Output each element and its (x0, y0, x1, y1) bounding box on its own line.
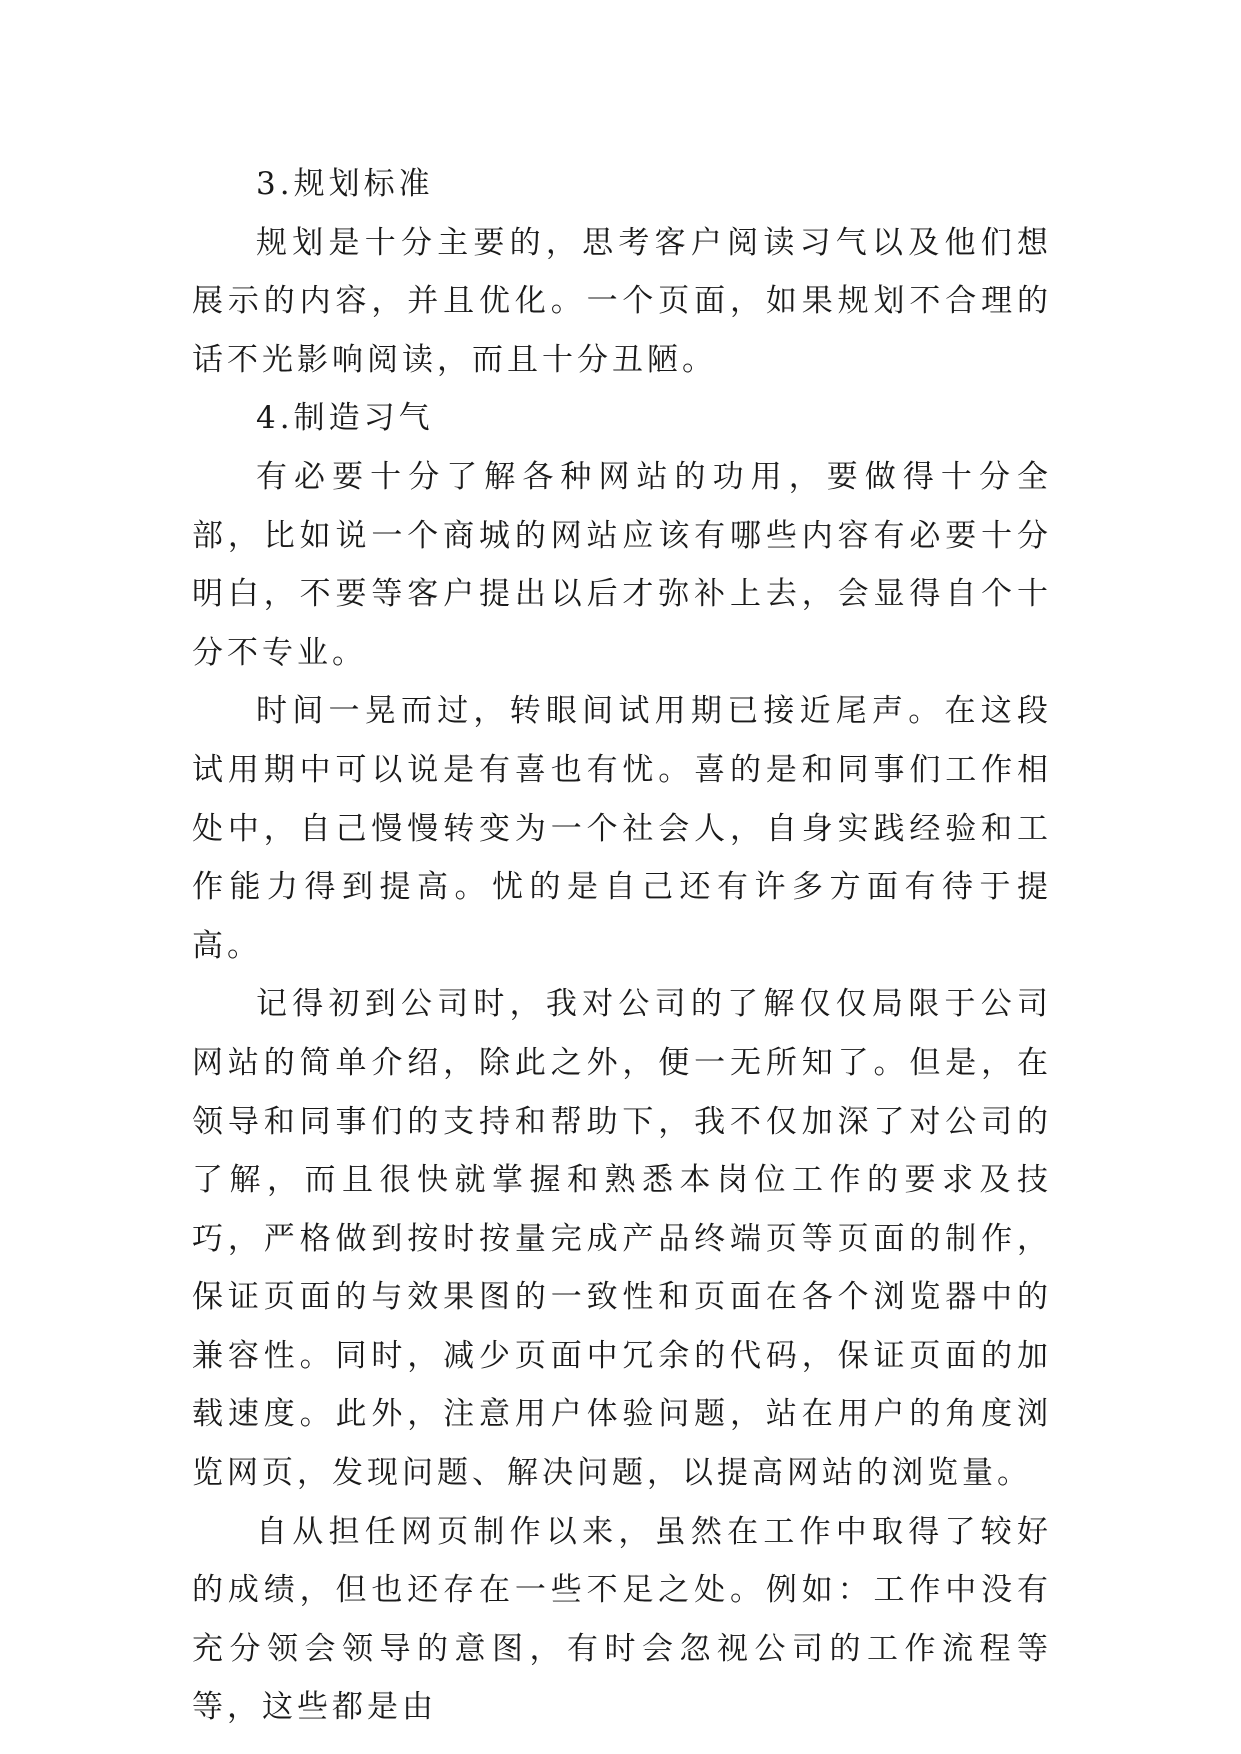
heading-planning-standard: 3.规划标准 (256, 166, 434, 202)
paragraph-probation-period: 时间一晃而过，转眼间试用期已接近尾声。在这段试用期中可以说是有喜也有忧。喜的是和同事们工作相处中，自己慢慢转变为一个社会人，自身实践经验和工作能力得到提高。忧的是自己还有许多方面有待于提高。 (192, 693, 1052, 964)
document-body (192, 155, 1052, 1737)
paragraph-planning: 规划是十分主要的，思考客户阅读习气以及他们想展示的内容，并且优化。一个页面，如果规划不合理的话不光影响阅读，而且十分丑陋。 (192, 224, 1052, 378)
heading-making-habits: 4.制造习气 (256, 400, 434, 437)
paragraph-website-functions: 有必要十分了解各种网站的功用，要做得十分全部，比如说一个商城的网站应该有哪些内容有必要十分明白，不要等客户提出以后才弥补上去，会显得自个十分不专业。 (192, 458, 1052, 671)
paragraph-joining-company: 记得初到公司时，我对公司的了解仅仅局限于公司网站的简单介绍，除此之外，便一无所知了。但是，在领导和同事们的支持和帮助下，我不仅加深了对公司的了解，而且很快就掌握和熟悉本岗位工作的要求及技巧，严格做到按时按量完成产品终端页等页面的制作，保证页面的与效果图的一致性和页面在各个浏览器中的兼容性。同时，减少页面中冗余的代码，保证页面的加载速度。此外，注意用户体验问题，站在用户的角度浏览网页，发现问题、解决问题，以提高网站的浏览量。 (192, 986, 1052, 1492)
paragraph-shortcomings: 自从担任网页制作以来，虽然在工作中取得了较好的成绩，但也还存在一些不足之处。例如：工作中没有充分领会领导的意图，有时会忽视公司的工作流程等等，这些都是由 (192, 1513, 1052, 1726)
